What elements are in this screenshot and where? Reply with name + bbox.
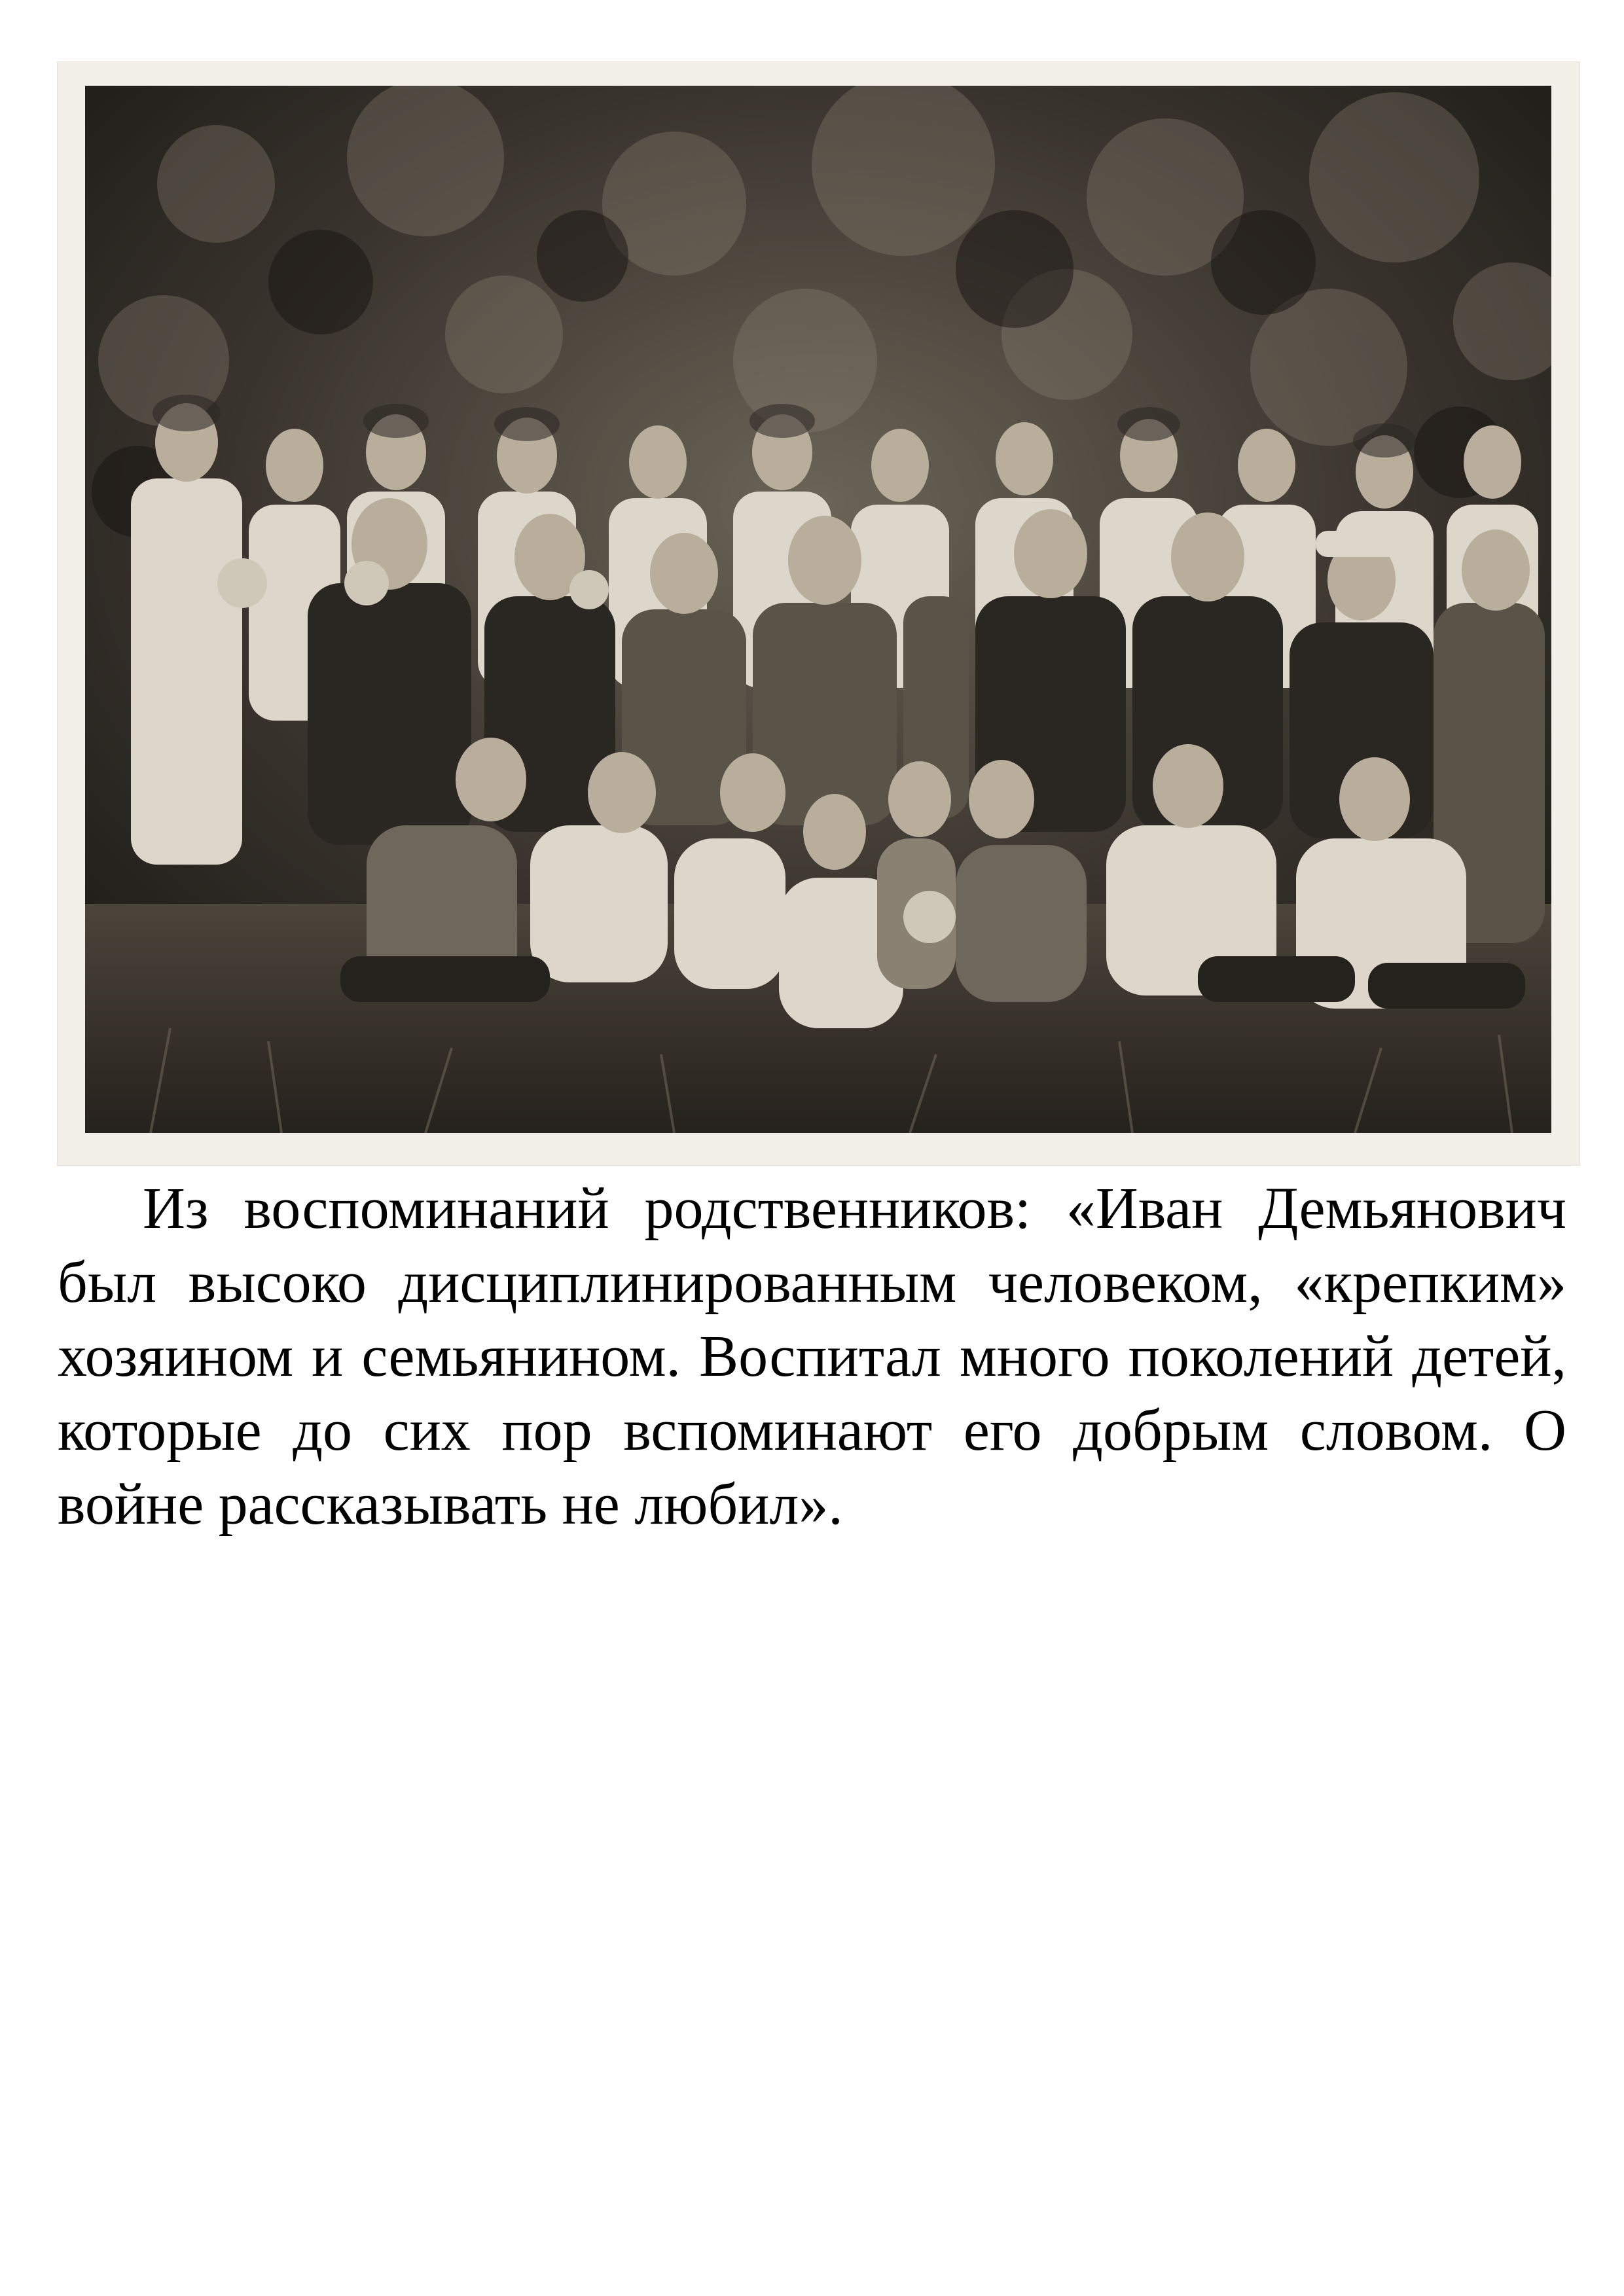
photo-mount: [58, 62, 1579, 1165]
group-photograph: [85, 86, 1551, 1133]
caption-paragraph: Из воспоминаний родственников: «Иван Демьянович был высоко дисциплинированным человеком, «крепким» хозяином и семьянином. Воспитал много поколений детей, которые до сих пор вспоминают его добрым словом. О войне рассказывать не любил».: [58, 1176, 1566, 1537]
